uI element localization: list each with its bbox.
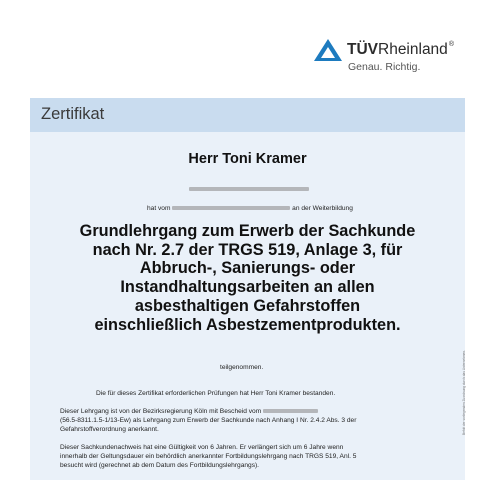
validity-line: innerhalb der Geltungsdauer ein behördlich anerkannter Fortbildungslehrgang nach TRGS 519, Anl. 5 — [60, 453, 357, 460]
logo-tagline: Genau. Richtig. — [348, 61, 421, 73]
redacted-date-range — [172, 206, 290, 210]
tuv-logo — [313, 36, 473, 80]
attended-prefix: hat vom — [147, 205, 171, 212]
heading-band — [30, 98, 465, 132]
course-title — [30, 222, 465, 334]
approval-paragraph — [60, 407, 460, 434]
approval-line: Gefahrstoffverordnung anerkannt. — [60, 426, 159, 433]
course-line: einschließlich Asbestzementprodukten. — [94, 315, 401, 334]
course-line: Grundlehrgang zum Erwerb der Sachkunde — [79, 222, 416, 240]
attended-line — [147, 205, 353, 212]
validity-line: besucht wird (gerechnet ab dem Datum des Fortbildungslehrgangs). — [60, 462, 260, 469]
logo-brand: TÜVRheinland® — [347, 41, 454, 58]
course-line: nach Nr. 2.7 der TRGS 519, Anlage 3, für — [92, 240, 403, 259]
recipient-name: Herr Toni Kramer — [188, 151, 307, 167]
side-note: Befolt der vorliegenden Zuordnung durch das Unternehmen. — [462, 350, 466, 436]
certificate-heading: Zertifikat — [41, 105, 105, 123]
course-line: Instandhaltungsarbeiten an allen — [120, 278, 375, 297]
validity-line: Dieser Sachkundenachweis hat eine Gültigkeit von 6 Jahren. Er verlängert sich um 6 Jahre wenn — [60, 444, 344, 451]
validity-paragraph — [60, 443, 460, 470]
tuv-triangle-icon — [313, 38, 343, 62]
participated-text: teilgenommen. — [220, 364, 264, 371]
course-line: asbesthaltigen Gefahrstoffen — [134, 296, 361, 315]
redacted-birthdate — [189, 187, 309, 191]
attended-suffix: an der Weiterbildung — [292, 205, 353, 212]
redacted-date — [263, 409, 318, 413]
exam-sentence: Die für dieses Zertifikat erforderlichen Prüfungen hat Herr Toni Kramer bestanden. — [96, 390, 336, 397]
approval-line: Dieser Lehrgang ist von der Bezirksregierung Köln mit Bescheid vom — [60, 407, 460, 416]
approval-line: (56.5-8311.1.5-1/13-Ew) als Lehrgang zum Erwerb der Sachkunde nach Anhang I Nr. 2.4.2 Abs. 3 der — [60, 417, 357, 424]
course-line: Abbruch-, Sanierungs- oder — [139, 259, 356, 278]
